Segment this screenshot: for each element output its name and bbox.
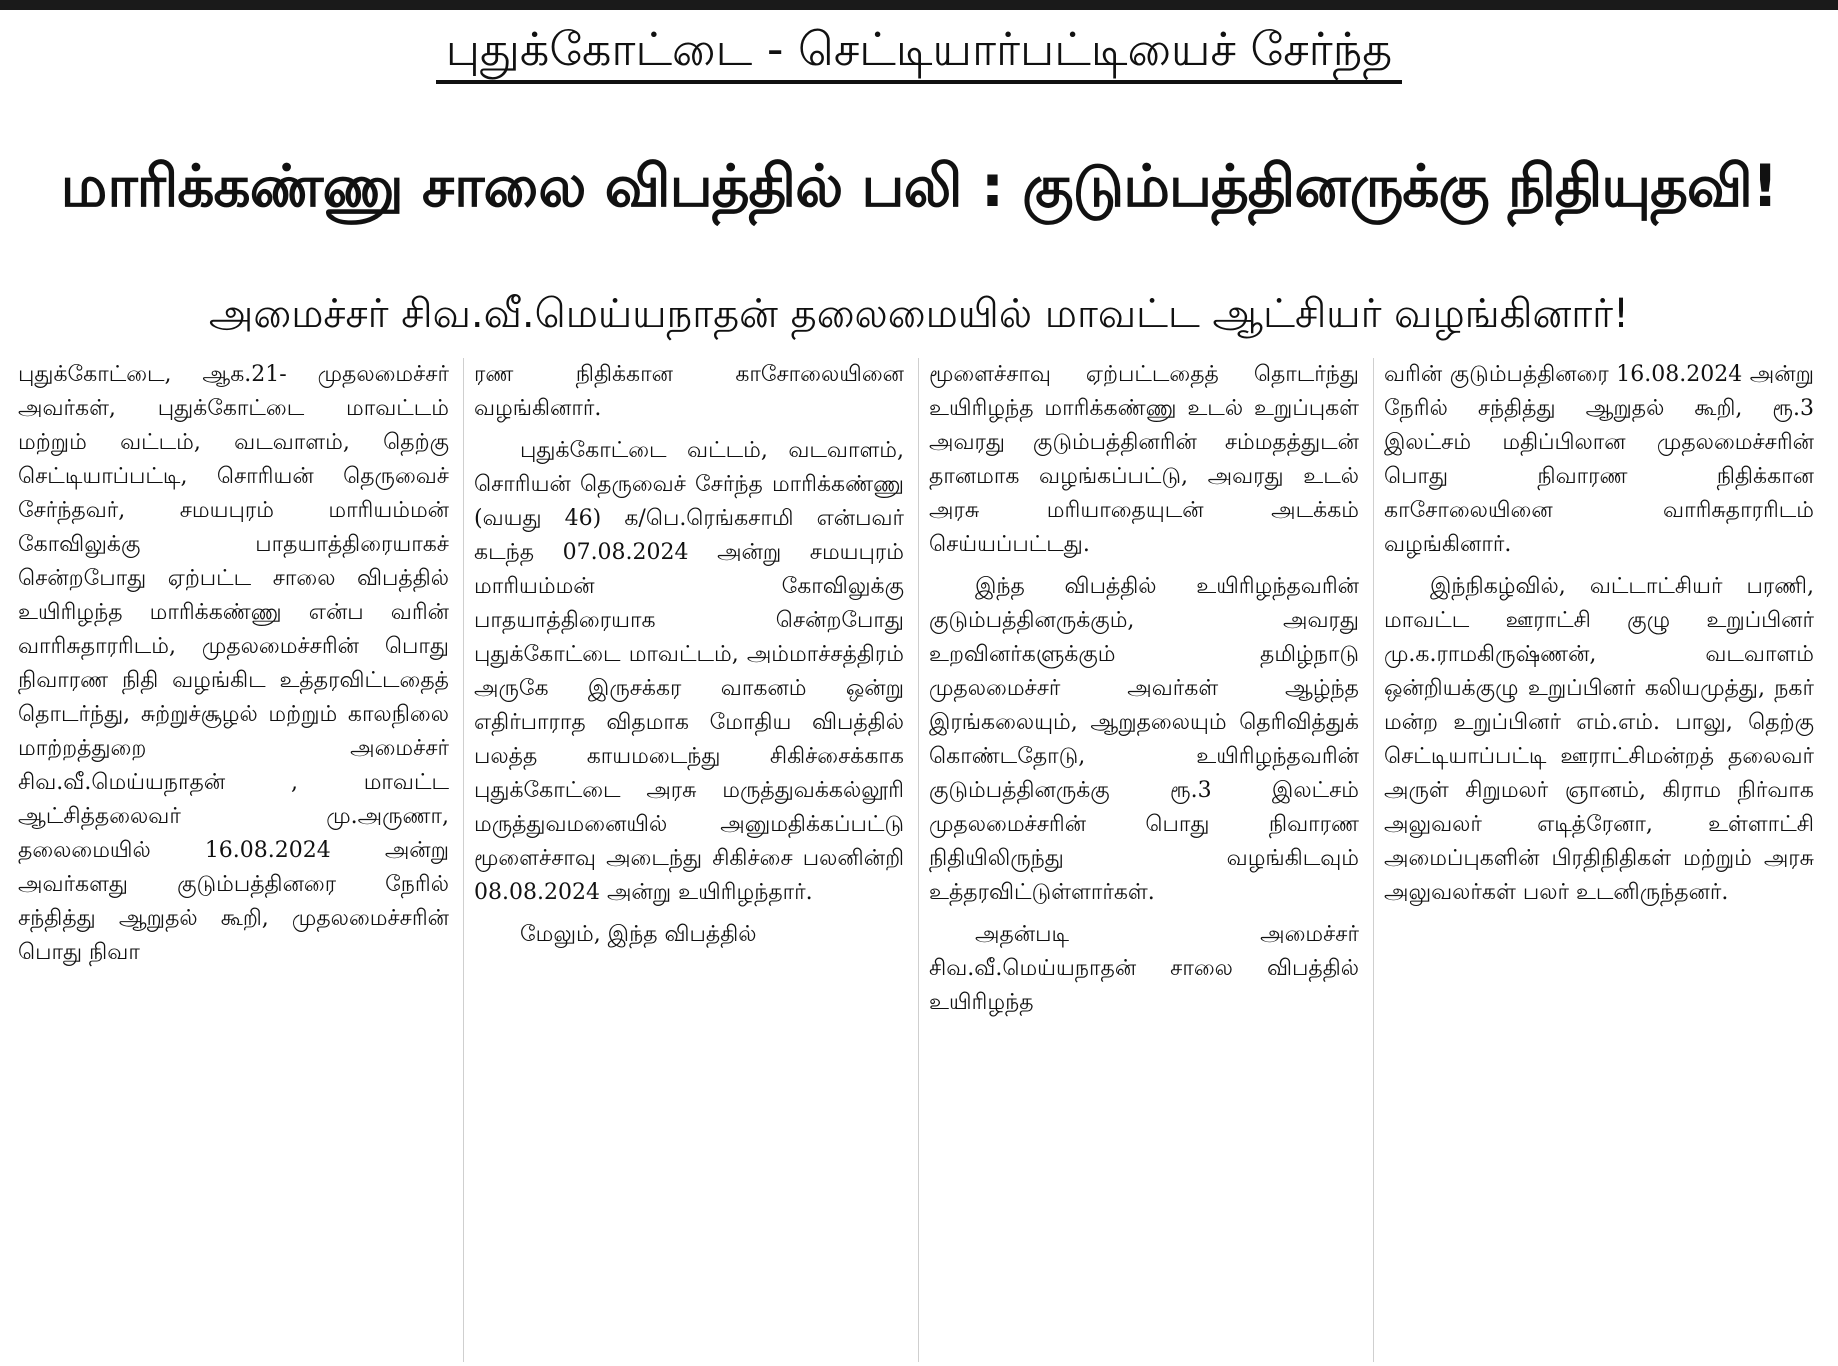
top-rule: [0, 0, 1838, 10]
paragraph: புதுக்கோட்டை வட்டம், வடவாளம், சொரியன் தெருவைச் சேர்ந்த மாரிக்கண்ணு (வயது 46) க/பெ.ரெங்கசாமி என்பவர் கடந்த 07.08.2024 அன்று சமயபுரம் மாரியம்மன் கோவிலுக்கு பாதயாத்திரையாக சென்றபோது புதுக்கோட்டை மாவட்டம், அம்மாச்சத்திரம் அருகே இருசக்கர வாகனம் ஒன்று எதிர்பாராத விதமாக மோதிய விபத்தில் பலத்த காயமடைந்து சிகிச்சைக்காக புதுக்கோட்டை அரசு மருத்துவக்கல்லூரி மருத்துவமனையில் அனுமதிக்கப்பட்டு மூளைச்சாவு அடைந்து சிகிச்சை பலனின்றி 08.08.2024 அன்று உயிரிழந்தார்.: [474, 438, 904, 905]
article-column-4: [1373, 358, 1828, 1362]
paragraph: அதன்படி அமைச்சர் சிவ.வீ.மெய்யநாதன் சாலை விபத்தில் உயிரிழந்த: [929, 922, 1359, 1015]
article-body: [8, 358, 1830, 1362]
subheadline: அமைச்சர் சிவ.வீ.மெய்யநாதன் தலைமையில் மாவட்ட ஆட்சியர் வழங்கினார்!: [208, 291, 1630, 337]
paragraph: வரின் குடும்பத்தினரை 16.08.2024 அன்று நேரில் சந்தித்து ஆறுதல் கூறி, ரூ.3 இலட்சம் மதிப்பிலான முதலமைச்சரின் பொது நிவாரண நிதிக்கான காசோலையினை வாரிசுதாரரிடம் வழங்கினார்.: [1384, 362, 1814, 557]
paragraph: மூளைச்சாவு ஏற்பட்டதைத் தொடர்ந்து உயிரிழந்த மாரிக்கண்ணு உடல் உறுப்புகள் அவரது குடும்பத்தினரின் சம்மதத்துடன் தானமாக வழங்கப்பட்டு, அவரது உடல் அரசு மரியாதையுடன் அடக்கம் செய்யப்பட்டது.: [929, 362, 1359, 557]
paragraph: இந்நிகழ்வில், வட்டாட்சியர் பரணி, மாவட்ட ஊராட்சி குழு உறுப்பினர் மு.க.ராமகிருஷ்ணன், வடவாளம் ஒன்றியக்குழு உறுப்பினர் கலியமுத்து, நகர் மன்ற உறுப்பினர் எம்.எம். பாலு, தெற்கு செட்டியாப்பட்டி ஊராட்சிமன்றத் தலைவர் அருள் சிறுமலர் ஞானம், கிராம நிர்வாக அலுவலர் எடித்ரேனா, உள்ளாட்சி அமைப்புகளின் பிரதிநிதிகள் மற்றும் அரசு அலுவலர்கள் பலர் உடனிருந்தனர்.: [1384, 574, 1814, 905]
paragraph: மேலும், இந்த விபத்தில்: [520, 922, 757, 947]
article-column-2: [463, 358, 918, 1362]
headline: மாரிக்கண்ணு சாலை விபத்தில் பலி : குடும்பத்தினருக்கு நிதியுதவி!: [60, 152, 1778, 220]
paragraph: இந்த விபத்தில் உயிரிழந்தவரின் குடும்பத்தினருக்கும், அவரது உறவினர்களுக்கும் தமிழ்நாடு முதலமைச்சர் அவர்கள் ஆழ்ந்த இரங்கலையும், ஆறுதலையும் தெரிவித்துக் கொண்டதோடு, உயிரிழந்தவரின் குடும்பத்தினருக்கு ரூ.3 இலட்சம் முதலமைச்சரின் பொது நிவாரண நிதியிலிருந்து வழங்கிடவும் உத்தரவிட்டுள்ளார்கள்.: [929, 574, 1359, 905]
article-column-3: [918, 358, 1373, 1362]
paragraph: புதுக்கோட்டை, ஆக.21- முதலமைச்சர் அவர்கள், புதுக்கோட்டை மாவட்டம் மற்றும் வட்டம், வடவாளம், தெற்கு செட்டியாப்பட்டி, சொரியன் தெருவைச் சேர்ந்தவர், சமயபுரம் மாரியம்மன் கோவிலுக்கு பாதயாத்திரையாகச் சென்றபோது ஏற்பட்ட சாலை விபத்தில் உயிரிழந்த மாரிக்கண்ணு என்ப வரின் வாரிசுதாரரிடம், முதலமைச்சரின் பொது நிவாரண நிதி வழங்கிட உத்தரவிட்டதைத் தொடர்ந்து, சுற்றுச்சூழல் மற்றும் காலநிலை மாற்றத்துறை அமைச்சர் சிவ.வீ.மெய்யநாதன் , மாவட்ட ஆட்சித்தலைவர் மு.அருணா, தலைமையில் 16.08.2024 அன்று அவர்களது குடும்பத்தினரை நேரில் சந்தித்து ஆறுதல் கூறி, முதலமைச்சரின் பொது நிவா: [18, 362, 449, 965]
article-column-1: [8, 358, 463, 1362]
paragraph: ரண நிதிக்கான காசோலையினை வழங்கினார்.: [474, 362, 904, 421]
kicker-text: புதுக்கோட்டை - செட்டியார்பட்டியைச் சேர்ந்த: [436, 18, 1402, 84]
kicker: [0, 18, 1838, 88]
